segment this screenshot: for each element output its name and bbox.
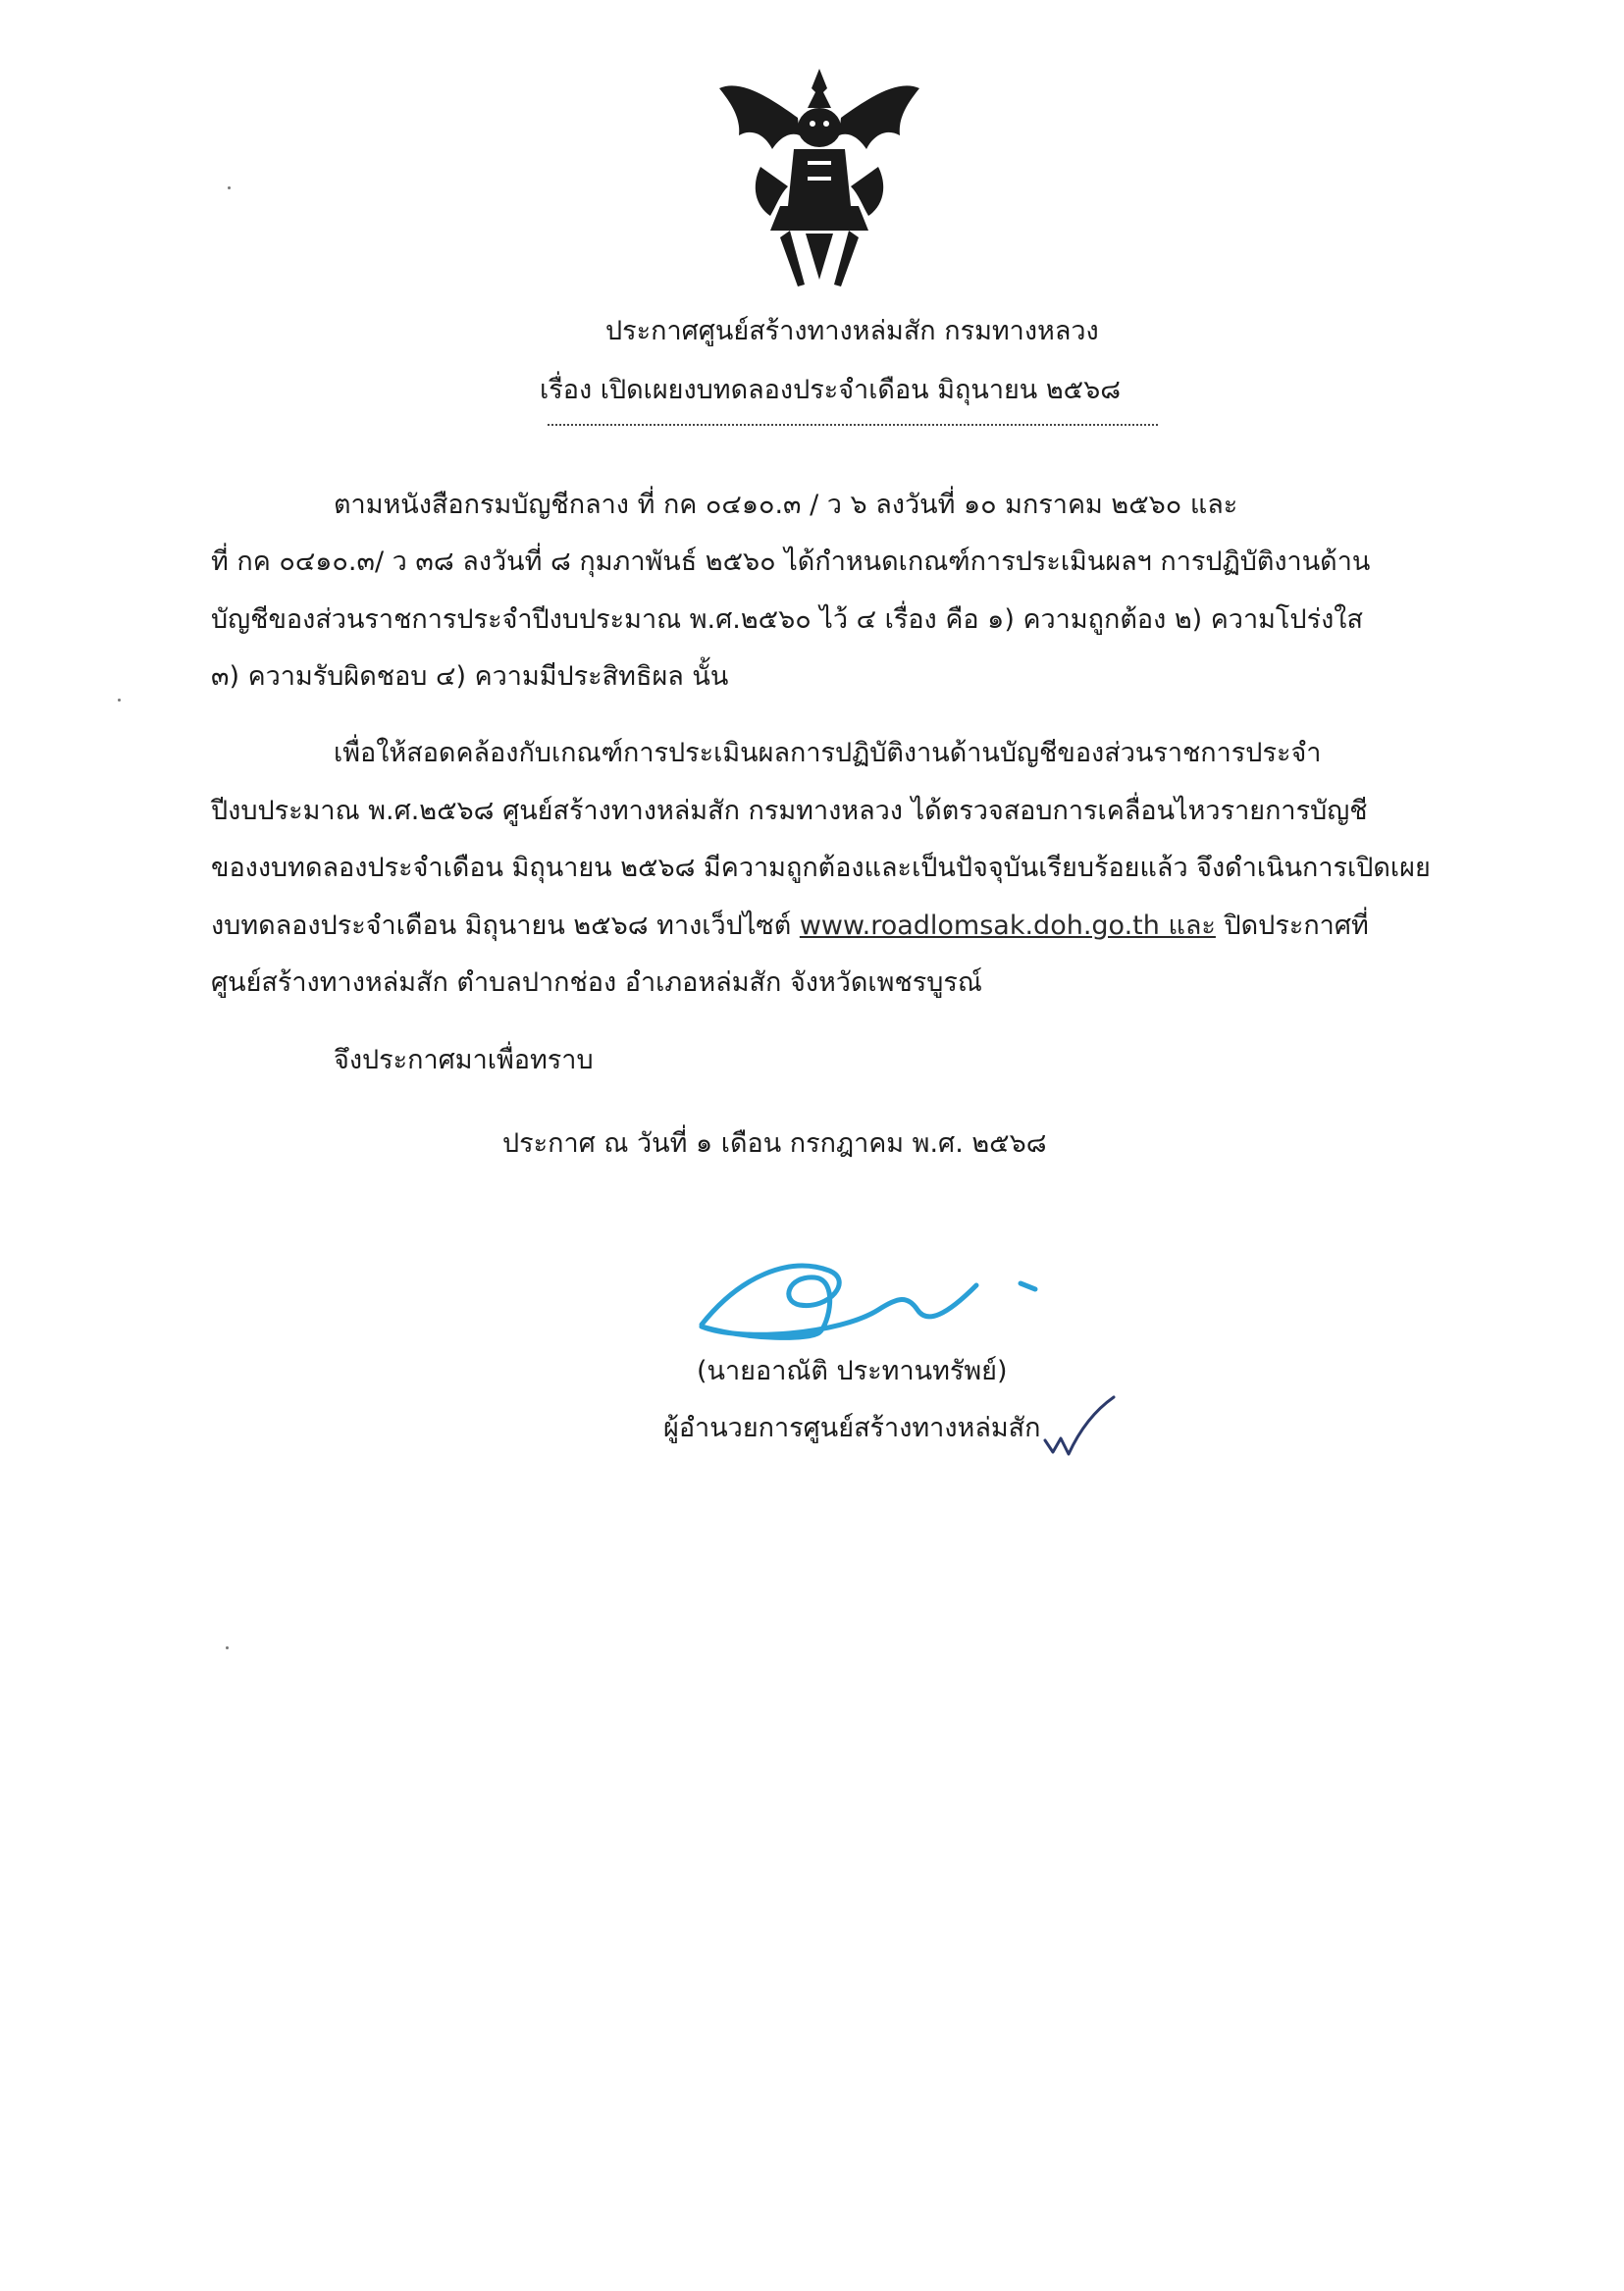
scan-speck [226,1646,229,1649]
paragraph2-line2: ปีงบประมาณ พ.ศ.๒๕๖๘ ศูนย์สร้างทางหล่มสัก กรมทางหลวง ได้ตรวจสอบการเคลื่อนไหวรายการบัญชี [211,796,1368,826]
paragraph1-line4: ๓) ความรับผิดชอบ ๔) ความมีประสิทธิผล นั้น [211,661,729,692]
paragraph2-line3: ของงบทดลองประจำเดือน มิถุนายน ๒๕๖๘ มีความถูกต้องและเป็นปัจจุบันเรียบร้อยแล้ว จึงดำเนินการเปิดเผย [211,853,1431,883]
paragraph2-line4-text: งบทดลองประจำเดือน มิถุนายน ๒๕๖๘ ทางเว็ปไซต์ [211,911,800,941]
announcement-date: ประกาศ ณ วันที่ ๑ เดือน กรกฎาคม พ.ศ. ๒๕๖๘ [502,1128,1047,1159]
title-divider [548,424,1158,426]
handwritten-signature [682,1217,1094,1354]
paragraph1-line2: ที่ กค ๐๔๑๐.๓/ ว ๓๘ ลงวันที่ ๘ กุมภาพันธ์ ๒๕๖๐ ได้กำหนดเกณฑ์การประเมินผลฯ การปฏิบัติงานด้าน [211,547,1371,577]
paragraph2-line5: ศูนย์สร้างทางหล่มสัก ตำบลปากช่อง อำเภอหล่มสัก จังหวัดเพชรบูรณ์ [211,967,982,998]
announcement-title: ประกาศศูนย์สร้างทางหล่มสัก กรมทางหลวง [605,316,1099,346]
scan-speck [228,186,231,189]
website-link[interactable]: www.roadlomsak.doh.go.th และ [799,911,1216,941]
signatory-position: ผู้อำนวยการศูนย์สร้างทางหล่มสัก [663,1413,1041,1443]
closing-text: จึงประกาศมาเพื่อทราบ [334,1045,594,1075]
paragraph2-line4 [211,907,1369,946]
garuda-emblem-icon [711,59,927,294]
initial-mark-icon [1035,1391,1124,1470]
paragraph2-line1: เพื่อให้สอดคล้องกับเกณฑ์การประเมินผลการปฏิบัติงานด้านบัญชีของส่วนราชการประจำ [334,738,1322,768]
signatory-name: (นายอาณัติ ประทานทรัพย์) [697,1356,1008,1386]
announcement-subject: เรื่อง เปิดเผยงบทดลองประจำเดือน มิถุนายน ๒๕๖๘ [540,375,1122,405]
paragraph1-line1: ตามหนังสือกรมบัญชีกลาง ที่ กค ๐๔๑๐.๓ / ว ๖ ลงวันที่ ๑๐ มกราคม ๒๕๖๐ และ [334,490,1238,520]
paragraph2-line4-tail: ปิดประกาศที่ [1215,911,1369,941]
scan-speck [118,699,121,702]
paragraph1-line3: บัญชีของส่วนราชการประจำปีงบประมาณ พ.ศ.๒๕๖๐ ไว้ ๔ เรื่อง คือ ๑) ความถูกต้อง ๒) ความโปร่งใส [211,604,1363,635]
